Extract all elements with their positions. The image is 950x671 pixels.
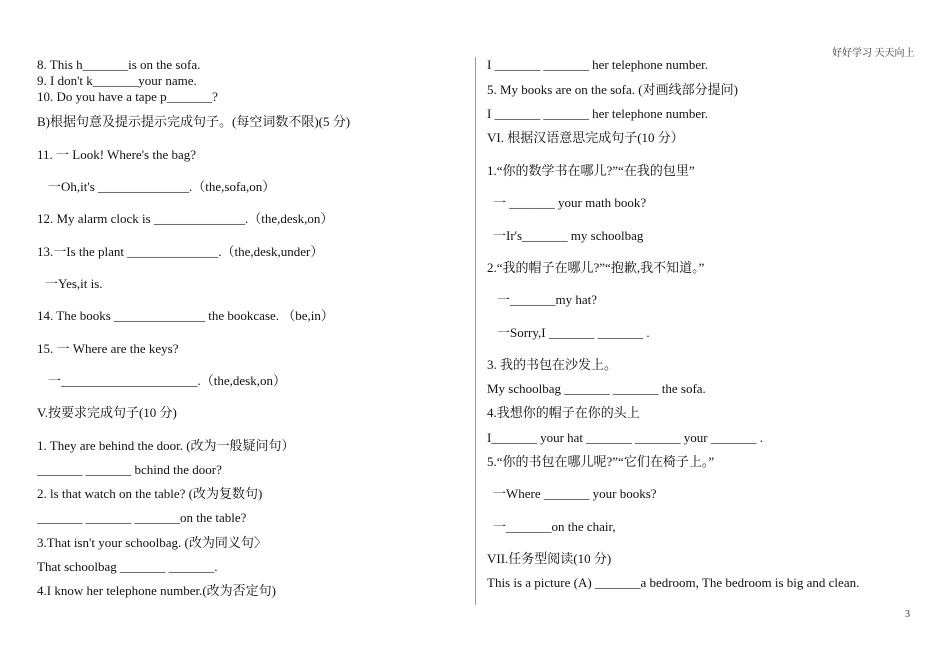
text-line: 2.“我的帽子在哪儿?”“抱歉,我不知道。” [487, 260, 705, 275]
text-line: 一_______my hat? [497, 292, 598, 307]
text-line: I _______ _______ her telephone number. [487, 57, 708, 72]
header-motto: 好好学习 天天向上 [832, 48, 915, 59]
text-line: 一Yes,it is. [45, 276, 103, 291]
text-line: 5.“你的书包在哪儿呢?”“它们在椅子上。” [487, 454, 715, 469]
text-line: 一Sorry,I _______ _______ . [497, 325, 650, 340]
page-number: 3 [905, 609, 910, 620]
text-line: 一Where _______ your books? [493, 486, 657, 501]
text-line: _______ _______ bchind the door? [37, 462, 222, 477]
text-line: 一 _______ your math book? [493, 195, 647, 210]
text-line: My schoolbag _______ _______ the sofa. [487, 381, 706, 396]
text-line: 5. My books are on the sofa. (对画线部分提问) [487, 82, 738, 97]
text-line: 3. 我的书包在沙发上。 [487, 357, 618, 372]
text-line: This is a picture (A) _______a bedroom, The bedroom is big and clean. [487, 575, 860, 590]
text-line: 9. I don't k_______your name. [37, 73, 197, 88]
section-heading: VI. 根据汉语意思完成句子(10 分） [487, 130, 684, 145]
text-line: 11. 一 Look! Where's the bag? [37, 147, 197, 162]
text-line: 12. My alarm clock is ______________.（the,desk,on） [37, 211, 334, 226]
text-line: 10. Do you have a tape p_______? [37, 89, 218, 104]
text-line: 一_______on the chair, [493, 519, 616, 534]
text-line: 1. They are behind the door. (改为一般疑问句） [37, 438, 295, 453]
text-line: 15. 一 Where are the keys? [37, 341, 179, 356]
text-line: I_______ your hat _______ _______ your _______ . [487, 430, 763, 445]
text-line: _______ _______ _______on the table? [37, 510, 247, 525]
text-line: 一_____________________.（the,desk,on） [48, 373, 286, 388]
section-heading: V.按要求完成句子(10 分) [37, 405, 177, 420]
text-line: 1.“你的数学书在哪儿?”“在我的包里” [487, 163, 695, 178]
text-line: That schoolbag _______ _______. [37, 559, 218, 574]
text-line: 8. This h_______is on the sofa. [37, 57, 201, 72]
text-line: 4.我想你的帽子在你的头上 [487, 405, 640, 420]
text-line: 13.一Is the plant ______________.（the,desk,under） [37, 244, 324, 259]
section-heading: B)根据句意及提示提示完成句子。(每空词数不限)(5 分) [37, 114, 351, 129]
text-line: 3.That isn't your schoolbag. (改为同义句〉 [37, 535, 267, 550]
text-line: 一Ir's_______ my schoolbag [493, 228, 644, 243]
text-line: 2. ls that watch on the table? (改为复数句) [37, 486, 263, 501]
text-line: 一Oh,it's ______________.（the,sofa,on） [48, 179, 276, 194]
text-line: I _______ _______ her telephone number. [487, 106, 708, 121]
text-line: 4.I know her telephone number.(改为否定句) [37, 583, 277, 598]
text-line: 14. The books ______________ the bookcase. （be,in） [37, 308, 334, 323]
section-heading: VII.任务型阅读(10 分) [487, 551, 612, 566]
